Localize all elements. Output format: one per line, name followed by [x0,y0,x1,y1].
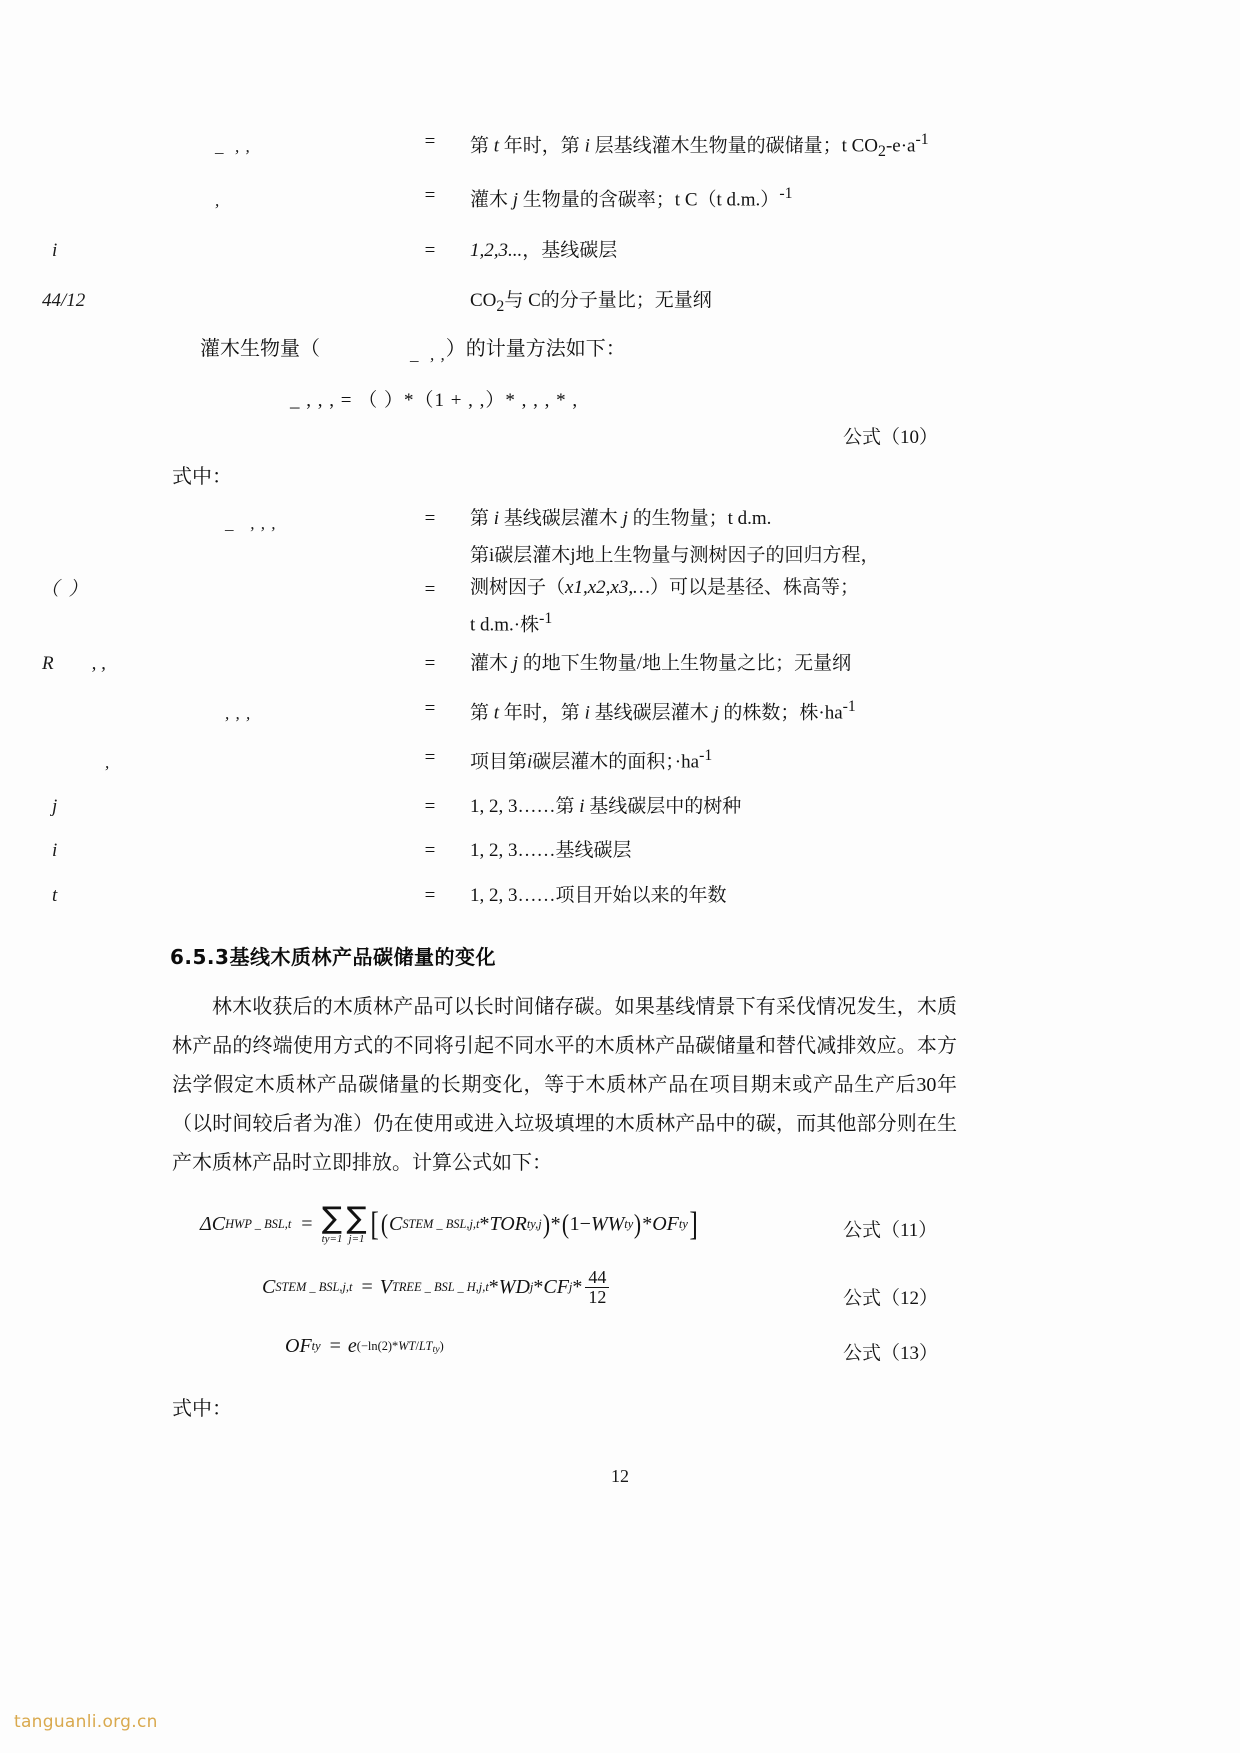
definition-list-top [0,128,1240,337]
fraction-44-12: $\frac{44}{12}$ [585,1268,609,1308]
variable-symbol: , , , [225,703,252,723]
equals-sign: = [424,184,436,206]
variable-symbol: _ , , [215,137,251,156]
variable-description: 1, 2, 3……项目开始以来的年数 [470,884,727,906]
equals-sign: = [424,653,436,675]
shrub-biomass-intro [200,330,1000,369]
variable-symbol: 44/12 [42,290,86,312]
intro-prefix: 灌木生物量（ [200,338,320,360]
variable-description: 项目第i碳层灌木的面积；$\cdot ha^{-1}$ [470,746,713,773]
definition-row [0,744,1240,777]
equals-sign: = [424,746,436,768]
variable-symbol: i [52,239,58,261]
variable-description: 1, 2, 3……基线碳层 [470,840,632,862]
definition-row [0,695,1240,728]
variable-symbol: i [52,840,58,862]
variable-description: 1, 2, 3……第 i 基线碳层中的树种 [470,795,742,817]
variable-description: 第 t 年时，第 i 基线碳层灌木 j 的株数；株$\cdot ha^{-1}$ [470,697,856,724]
formula-10-expression [290,382,970,419]
variable-description: 第 i 基线碳层灌木 j 的生物量；t d.m. [470,508,772,529]
variable-description: $CO_2$与 C的分子量比；无量纲 [470,290,712,315]
equals-sign: = [424,508,436,529]
definition-row [0,837,1240,866]
definition-row [0,882,1240,911]
equals-sign: = [424,697,436,719]
page-number: 12 [611,1466,629,1486]
definition-row [0,287,1240,319]
variable-symbol: t [52,884,58,906]
shizhong-label-1: 式中： [172,466,232,488]
variable-description: 第i碳层灌木j地上生物量与测树因子的回归方程， 测树因子（x1,x2,x3,…）可以是基径、株高等； t d.m.·株$^{-1}$ [470,544,880,636]
definition-row [0,182,1240,215]
intro-suffix: ）的计量方法如下： [445,338,626,360]
variable-symbol: j [52,795,58,817]
summation-1-icon: ∑ ty=1 [321,1201,343,1245]
section-body-paragraph: 林木收获后的木质林产品可以长时间储存碳。如果基线情景下有采伐情况发生，木质林产品的终端使用方式的不同将引起不同水平的木质林产品碳储量和替代减排效应。本方法学假定木质林产品碳储量的长期变化，等于木质林产品在项目期末或产品生产后30年（以时间较后者为准）仍在使用或进入垃圾填埋的木质林产品中的碳，而其他部分则在生产木质林产品时立即排放。计算公式如下： [172,996,957,1174]
variable-symbol: _ , , , [225,514,277,533]
formula-12-number: 公式（12） [843,1288,939,1309]
shizhong-label-2: 式中： [172,1398,232,1420]
formula-13-number: 公式（13） [843,1343,939,1364]
summation-2-icon: ∑ j=1 [346,1201,367,1245]
site-watermark: tanguanli.org.cn [14,1712,158,1732]
formula-11-number: 公式（11） [843,1220,938,1241]
definition-row [0,650,1240,679]
definition-row [0,793,1240,822]
formula-12 [262,1268,612,1308]
variable-symbol: , [215,190,221,210]
definition-row [0,505,1240,534]
variable-symbol: , [105,752,111,772]
variable-symbol: R , , [42,653,106,675]
variable-description: 灌木 j 的地下生物量/地上生物量之比；无量纲 [470,653,852,675]
equals-sign: = [424,239,436,261]
formula-12-expression: C STEM _ BSL,j,t = V TREE _ BSL _ H,j,t * WD j * CF j * $\frac{44}{12}$ [262,1268,612,1308]
definition-row [0,540,1240,643]
formula-10-number: 公式（10） [843,427,939,448]
equals-sign: = [424,131,436,152]
formula-13 [285,1335,444,1358]
equals-sign: = [424,795,436,817]
formula-11-expression: ΔC HWP _ BSL,t = ∑ ty=1 ∑ j=1 [ ( C STEM _ BSL,j,t * TOR ty,j ) * ( 1− WW ty ) * OF ty ] [200,1201,698,1245]
intro-symbol: _ , , [410,345,446,364]
variable-description: 1,2,3...，基线碳层 [470,239,618,261]
variable-description: 第 t 年时，第 i 层基线灌木生物量的碳储量；t $CO_2-e\cdot a^{-1}$ [470,131,929,161]
variable-description: 灌木 j 生物量的含碳率；t C（t d.m.）$^{-1}$ [470,184,793,211]
formula-10-text: _ , , , = （ ）*（1 + , ,）* , , , * , [290,390,579,411]
definition-row [0,237,1240,266]
equals-sign: = [424,578,436,600]
equals-sign: = [424,884,436,906]
formula-11-lhs-sub: HWP _ BSL,t [225,1217,292,1232]
definition-row [0,128,1240,164]
equals-sign: = [424,840,436,862]
formula-13-expression: OF ty = e (−ln(2)*WT/LTty) [285,1335,444,1357]
definition-list-middle [0,505,1240,928]
section-heading-653: 6.5.3基线木质林产品碳储量的变化 [170,945,496,969]
variable-symbol: （ ） [40,578,88,600]
